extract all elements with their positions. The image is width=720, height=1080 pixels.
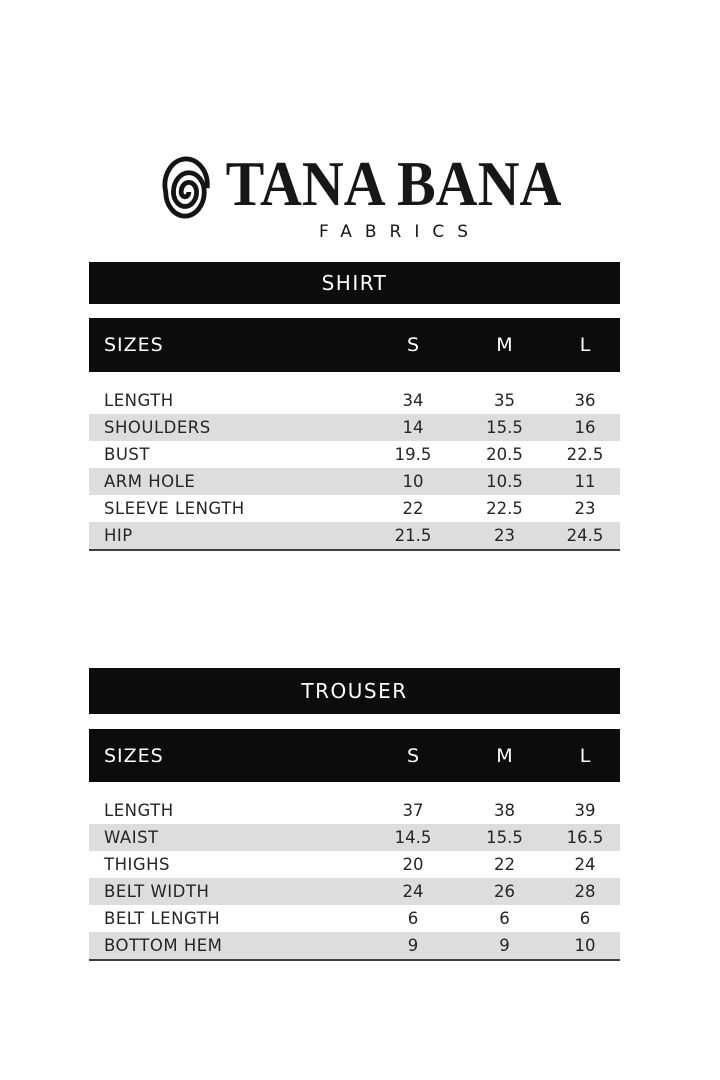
table-row xyxy=(89,851,620,878)
row-value-s: 14 xyxy=(402,418,424,437)
table-row xyxy=(89,468,620,495)
row-value-s: 34 xyxy=(402,391,424,410)
row-label: SHOULDERS xyxy=(104,418,211,437)
row-value-m: 22.5 xyxy=(486,499,523,518)
row-value-l: 39 xyxy=(574,801,596,820)
trouser-measurements-table xyxy=(89,797,620,961)
row-value-m: 20.5 xyxy=(486,445,523,464)
table-row xyxy=(89,905,620,932)
row-label: BUST xyxy=(104,445,150,464)
trouser-section-title-bar xyxy=(89,668,620,714)
row-value-s: 9 xyxy=(407,936,419,955)
row-value-m: 9 xyxy=(499,936,510,955)
row-value-m: 35 xyxy=(494,391,515,410)
row-value-m: 15.5 xyxy=(486,828,523,847)
shirt-measurements-table xyxy=(89,387,620,551)
row-value-m: 6 xyxy=(499,909,510,928)
shirt-section-title-bar xyxy=(89,262,620,304)
row-label: WAIST xyxy=(104,828,159,847)
row-value-l: 36 xyxy=(574,391,596,410)
row-label: BELT WIDTH xyxy=(104,882,210,901)
row-value-l: 6 xyxy=(579,909,591,928)
table-row xyxy=(89,824,620,851)
brand-logo xyxy=(0,147,720,242)
table-row xyxy=(89,387,620,414)
row-label: SLEEVE LENGTH xyxy=(104,499,245,518)
row-value-l: 28 xyxy=(574,882,596,901)
row-value-s: 19.5 xyxy=(394,445,432,464)
trouser-sizes-header-bar xyxy=(89,729,620,782)
row-value-s: 21.5 xyxy=(394,526,432,545)
spiral-icon xyxy=(159,154,211,234)
row-value-l: 10 xyxy=(574,936,596,955)
table-row xyxy=(89,797,620,824)
size-column-header-s: S xyxy=(406,334,420,356)
row-value-m: 10.5 xyxy=(486,472,523,491)
size-column-header-s: S xyxy=(406,744,420,767)
row-value-l: 16.5 xyxy=(566,828,604,847)
section-title: SHIRT xyxy=(321,271,388,295)
table-row xyxy=(89,414,620,441)
row-value-s: 20 xyxy=(402,855,424,874)
brand-text xyxy=(225,147,562,242)
row-value-s: 37 xyxy=(402,801,424,820)
size-column-header-l: L xyxy=(579,334,591,356)
size-column-header-m: M xyxy=(496,744,513,767)
row-value-s: 22 xyxy=(402,499,424,518)
row-value-s: 10 xyxy=(402,472,424,491)
brand-tagline: FABRICS xyxy=(319,222,481,242)
row-value-m: 22 xyxy=(494,855,515,874)
row-value-l: 11 xyxy=(574,472,596,491)
row-value-l: 23 xyxy=(574,499,596,518)
row-label: HIP xyxy=(104,526,133,545)
row-value-m: 26 xyxy=(494,882,515,901)
row-value-l: 16 xyxy=(574,418,596,437)
row-label: BOTTOM HEM xyxy=(104,936,223,955)
row-value-s: 6 xyxy=(407,909,419,928)
row-value-l: 24 xyxy=(574,855,596,874)
sizes-label: SIZES xyxy=(104,744,164,767)
brand-name: TANA BANA xyxy=(225,147,562,220)
size-column-header-l: L xyxy=(579,744,591,767)
row-label: LENGTH xyxy=(104,391,174,410)
sizes-label: SIZES xyxy=(104,334,164,356)
row-label: THIGHS xyxy=(104,855,171,874)
row-value-l: 22.5 xyxy=(566,445,604,464)
row-value-l: 24.5 xyxy=(566,526,604,545)
shirt-sizes-header-bar xyxy=(89,318,620,372)
table-row xyxy=(89,441,620,468)
table-row xyxy=(89,522,620,549)
table-row xyxy=(89,495,620,522)
row-value-s: 14.5 xyxy=(394,828,432,847)
row-value-m: 15.5 xyxy=(486,418,523,437)
row-value-m: 38 xyxy=(494,801,515,820)
row-label: BELT LENGTH xyxy=(104,909,221,928)
row-label: LENGTH xyxy=(104,801,174,820)
size-column-header-m: M xyxy=(496,334,513,356)
row-value-m: 23 xyxy=(494,526,515,545)
table-row xyxy=(89,932,620,959)
row-value-s: 24 xyxy=(402,882,424,901)
table-row xyxy=(89,878,620,905)
row-label: ARM HOLE xyxy=(104,472,196,491)
section-title: TROUSER xyxy=(301,679,408,703)
